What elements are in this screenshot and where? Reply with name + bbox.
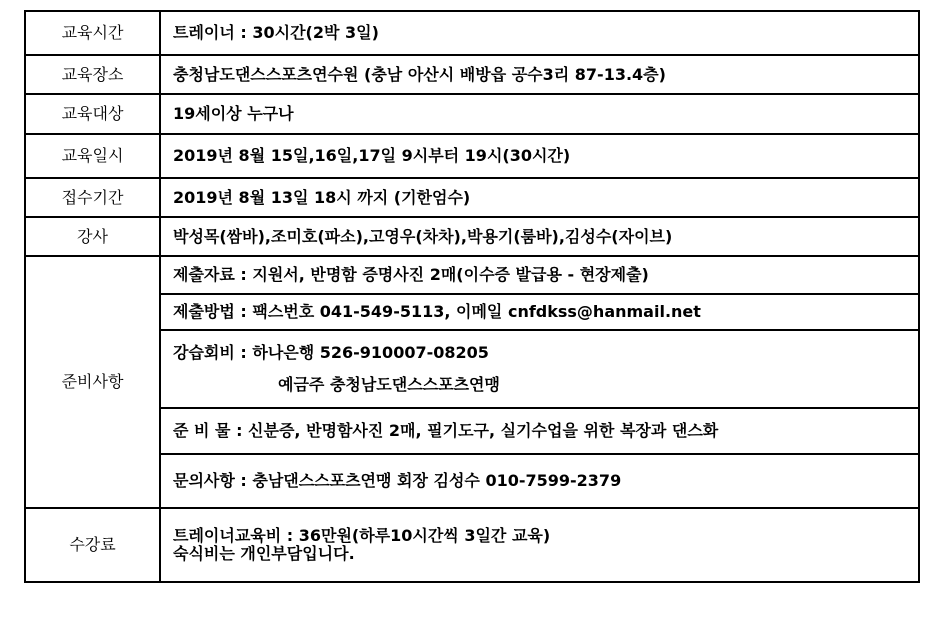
row-label-date: 교육일시 (25, 134, 160, 178)
table-row (25, 55, 919, 94)
table-row (25, 94, 919, 134)
course-info-document (24, 10, 920, 583)
table-row (25, 408, 919, 454)
fee-line-lodging: 숙식비는 개인부담입니다. (173, 544, 355, 563)
table-row (25, 508, 919, 582)
row-value-date: 2019년 8월 15일,16일,17일 9시부터 19시(30시간) (160, 134, 919, 178)
table-row (25, 134, 919, 178)
table-row (25, 330, 919, 408)
account-holder-line: 예금주 충청남도댄스스포츠연맹 (278, 375, 500, 394)
prep-item-supplies: 준 비 물 : 신분증, 반명함사진 2매, 필기도구, 실기수업을 위한 복장과 댄스화 (160, 408, 919, 454)
fee-line-tuition: 트레이너교육비 : 36만원(하루10시간씩 3일간 교육) (173, 526, 551, 545)
table-row (25, 256, 919, 294)
table-row (25, 11, 919, 55)
table-row (25, 294, 919, 330)
prep-item-contact: 문의사항 : 충남댄스스포츠연맹 회장 김성수 010-7599-2379 (160, 454, 919, 508)
row-value-instructor: 박성목(쌈바),조미호(파소),고영우(차차),박용기(룸바),김성수(자이브) (160, 217, 919, 256)
table-row (25, 454, 919, 508)
row-label-time: 교육시간 (25, 11, 160, 55)
course-info-table (24, 10, 920, 583)
row-value-target: 19세이상 누구나 (160, 94, 919, 134)
row-label-instructor: 강사 (25, 217, 160, 256)
fee-account-line: 강습회비 : 하나은행 526-910007-08205 (173, 343, 489, 362)
row-label-place: 교육장소 (25, 55, 160, 94)
row-label-preparation: 준비사항 (25, 256, 160, 508)
row-label-registration: 접수기간 (25, 178, 160, 217)
prep-item-submission: 제출방법 : 팩스번호 041-549-5113, 이메일 cnfdkss@hanmail.net (160, 294, 919, 330)
table-row (25, 178, 919, 217)
table-row (25, 217, 919, 256)
row-value-place: 충청남도댄스스포츠연수원 (충남 아산시 배방읍 공수3리 87-13.4층) (160, 55, 919, 94)
row-label-fee: 수강료 (25, 508, 160, 582)
prep-item-fee-account (160, 330, 919, 408)
row-value-registration: 2019년 8월 13일 18시 까지 (기한엄수) (160, 178, 919, 217)
prep-item-documents: 제출자료 : 지원서, 반명함 증명사진 2매(이수증 발급용 - 현장제출) (160, 256, 919, 294)
row-value-fee (160, 508, 919, 582)
row-value-time: 트레이너 : 30시간(2박 3일) (160, 11, 919, 55)
row-label-target: 교육대상 (25, 94, 160, 134)
